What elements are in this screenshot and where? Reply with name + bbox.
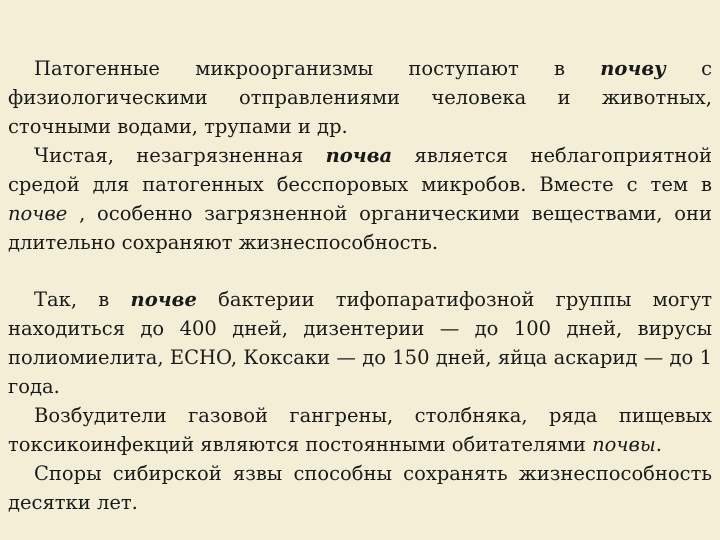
text-run: Чистая, незагрязненная (34, 144, 326, 167)
paragraph-survival-times (8, 285, 712, 401)
text-run: . (655, 433, 662, 456)
text-run: Споры сибирской язвы способны сохранять жизнеспособность десятки лет. (8, 462, 712, 514)
text-run: , особенно загрязненной органическими веществами, они длительно сохраняют жизнеспособность. (8, 202, 712, 254)
text-run: бактерии тифопаратифозной группы могут находиться до 400 дней, дизентерии — до 100 дней, вирусы полиомиелита, ECHO, Коксаки — до 150 дней, яйца аскарид — до 1 года. (8, 288, 712, 398)
term-soil: почве (130, 288, 197, 311)
text-run: является неблагоприятной средой для патогенных бесспоровых микробов. Вместе с тем в (8, 144, 712, 196)
term-soil-italic: почве (8, 202, 68, 225)
text-run: Патогенные микроорганизмы поступают в (34, 57, 601, 80)
slide-text-body (8, 54, 712, 517)
paragraph-pathogen-entry (8, 54, 712, 141)
term-soil: почву (600, 57, 666, 80)
text-run: Возбудители газовой гангрены, столбняка, ряда пищевых токсикоинфекций являются постоянными обитателями (8, 404, 712, 456)
term-soil: почва (325, 144, 393, 167)
paragraph-clean-soil (8, 141, 712, 257)
paragraph-permanent-inhabitants (8, 401, 712, 459)
text-run: Так, в (34, 288, 131, 311)
text-run: с физиологическими отправлениями человека и животных, сточными водами, трупами и др. (8, 57, 712, 138)
term-soil-italic: почвы (592, 433, 656, 456)
paragraph-anthrax-spores (8, 459, 712, 517)
